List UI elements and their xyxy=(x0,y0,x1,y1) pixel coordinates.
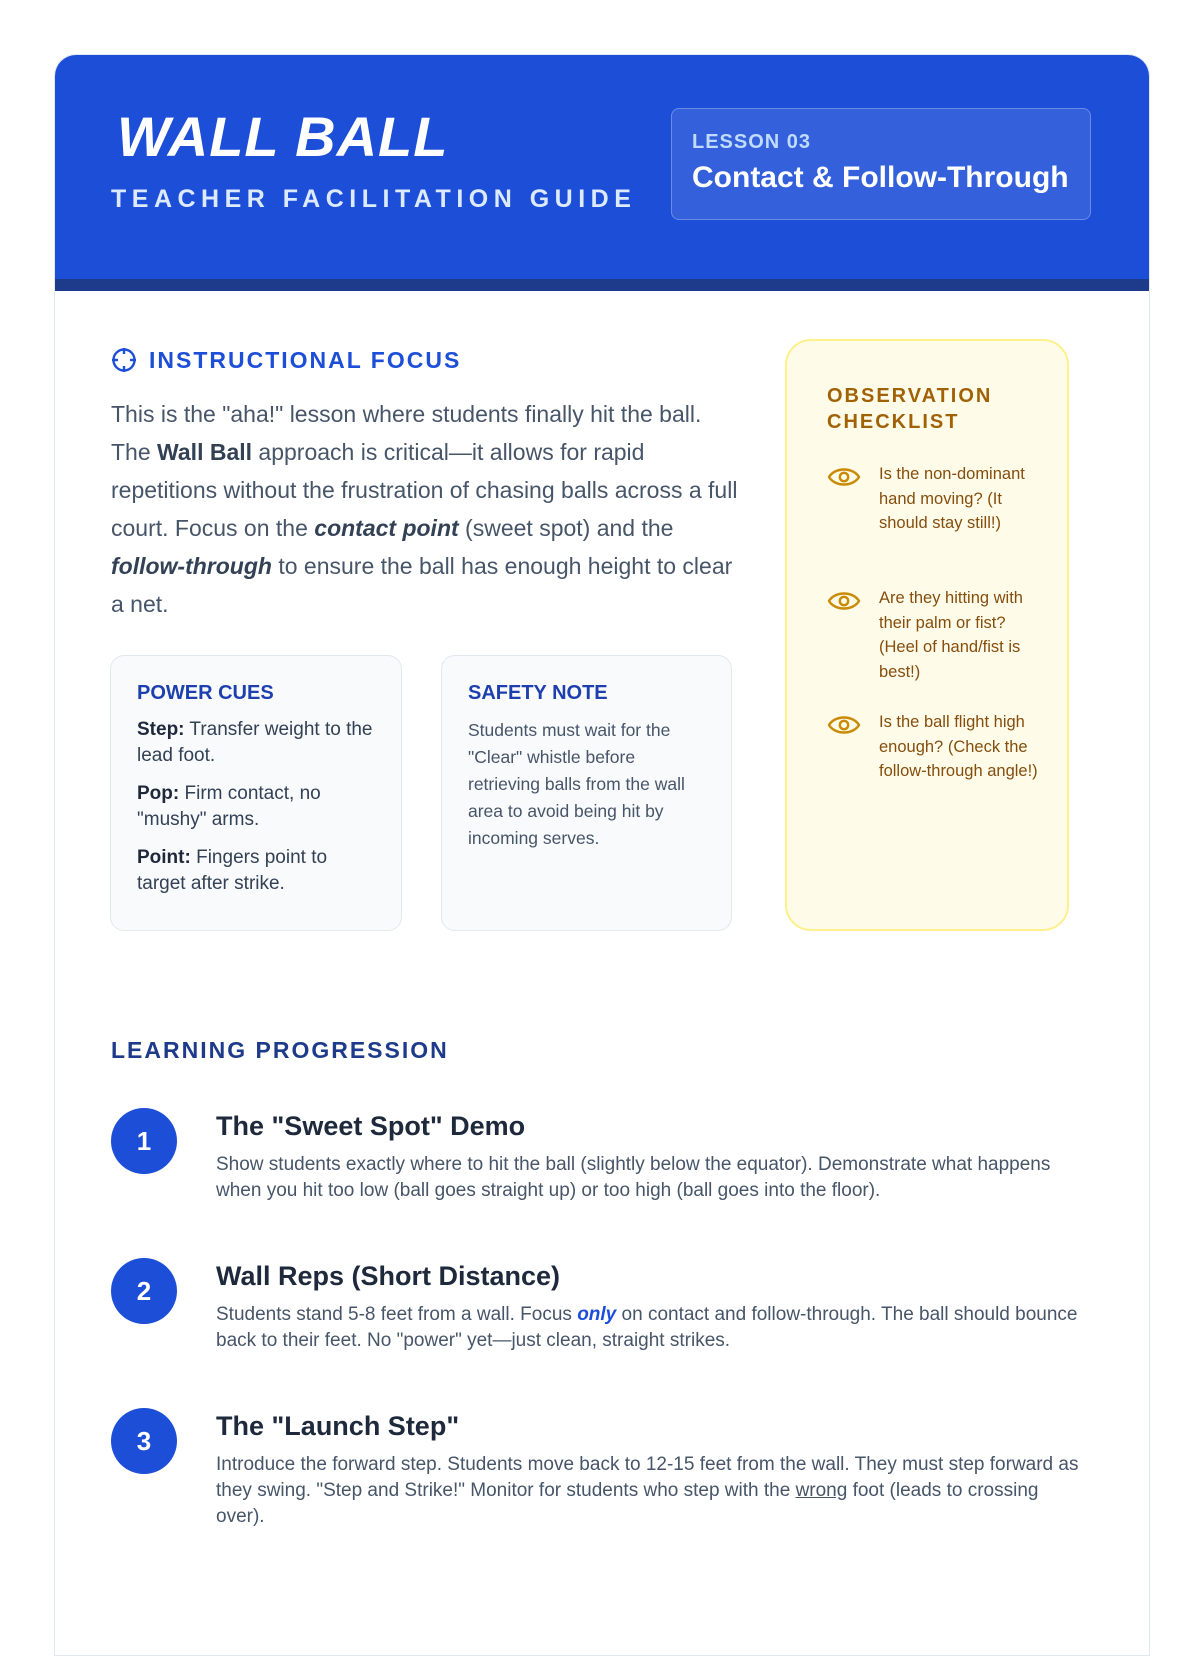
step-title: The "Sweet Spot" Demo xyxy=(216,1111,526,1141)
cue-label: Step: xyxy=(137,719,185,740)
crosshair-icon xyxy=(111,347,137,373)
guide-card xyxy=(54,54,1150,1656)
page-subtitle: TEACHER FACILITATION GUIDE xyxy=(111,185,637,213)
checklist-text: Is the non-dominant hand moving? (It should stay still!) xyxy=(879,465,1025,532)
step-text-part: Students stand 5-8 feet from a wall. Focus xyxy=(216,1304,578,1325)
focus-emphasis: follow-through xyxy=(111,553,272,579)
step-description xyxy=(216,1302,1086,1354)
page-title: WALL BALL xyxy=(117,105,449,168)
eye-icon xyxy=(827,588,861,614)
header xyxy=(55,55,1149,291)
focus-text-part: approach is critical—it allows for rapid repetitions without the frustration of chasing balls across a full court. Focus on the xyxy=(111,439,738,541)
cue-item xyxy=(137,717,375,769)
step-text-part: Introduce the forward step. Students move back to 12-15 feet from the wall. They must step forward as they swing. "Step and Strike!" Monitor for students who step with the xyxy=(216,1454,1079,1501)
lesson-number: LESSON 03 xyxy=(692,131,812,153)
focus-text-part: (sweet spot) and the xyxy=(458,515,674,541)
checklist-item xyxy=(827,712,1047,822)
lesson-title: Contact & Follow-Through xyxy=(692,161,1069,194)
observation-checklist xyxy=(785,339,1069,931)
safety-title: SAFETY NOTE xyxy=(468,682,608,704)
step-text-part: foot (leads to crossing over). xyxy=(216,1480,1039,1527)
cue-text: Transfer weight to the lead foot. xyxy=(137,719,373,766)
checklist-item xyxy=(827,464,1047,574)
focus-text-part: This is the "aha!" lesson where students finally hit the ball. The xyxy=(111,401,702,465)
step-title: The "Launch Step" xyxy=(216,1411,460,1441)
cue-label: Pop: xyxy=(137,783,180,804)
observation-title: OBSERVATION CHECKLIST xyxy=(827,385,993,433)
cue-text: Fingers point to target after strike. xyxy=(137,847,328,894)
cue-item xyxy=(137,845,375,897)
power-cues-title: POWER CUES xyxy=(137,682,274,704)
safety-text: Students must wait for the "Clear" whistle before retrieving balls from the wall area to avoid being hit by incoming serves. xyxy=(468,720,685,848)
cue-text: Firm contact, no "mushy" arms. xyxy=(137,783,321,830)
step-emphasis: only xyxy=(577,1304,617,1325)
step-description: Show students exactly where to hit the ball (slightly below the equator). Demonstrate what happens when you hit too low (ball goes straight up) or too high (ball goes into the floor). xyxy=(216,1154,1051,1201)
checklist-text: Is the ball flight high enough? (Check the follow-through angle!) xyxy=(879,713,1038,780)
focus-emphasis: contact point xyxy=(314,515,459,541)
cue-item xyxy=(137,781,375,833)
focus-text-part: to ensure the ball has enough height to clear a net. xyxy=(111,553,733,617)
step-number: 2 xyxy=(111,1258,177,1324)
focus-title: INSTRUCTIONAL FOCUS xyxy=(149,347,462,373)
lesson-badge xyxy=(671,108,1091,220)
safety-card xyxy=(441,655,732,931)
step-number: 1 xyxy=(111,1108,177,1174)
checklist-item xyxy=(827,588,1047,698)
step-title: Wall Reps (Short Distance) xyxy=(216,1261,561,1291)
step-underline: wrong xyxy=(795,1480,848,1501)
progression-title: LEARNING PROGRESSION xyxy=(111,1037,449,1063)
step-text-part: on contact and follow-through. The ball should bounce back to their feet. No "power" yet—just clean, straight strikes. xyxy=(216,1304,1078,1351)
checklist-text: Are they hitting with their palm or fist? (Heel of hand/fist is best!) xyxy=(879,589,1023,681)
power-cues-card xyxy=(110,655,402,931)
eye-icon xyxy=(827,464,861,490)
cue-label: Point: xyxy=(137,847,191,868)
step-description xyxy=(216,1452,1086,1530)
step-number: 3 xyxy=(111,1408,177,1474)
focus-bold-term: Wall Ball xyxy=(157,439,253,465)
focus-paragraph xyxy=(111,395,741,623)
eye-icon xyxy=(827,712,861,738)
